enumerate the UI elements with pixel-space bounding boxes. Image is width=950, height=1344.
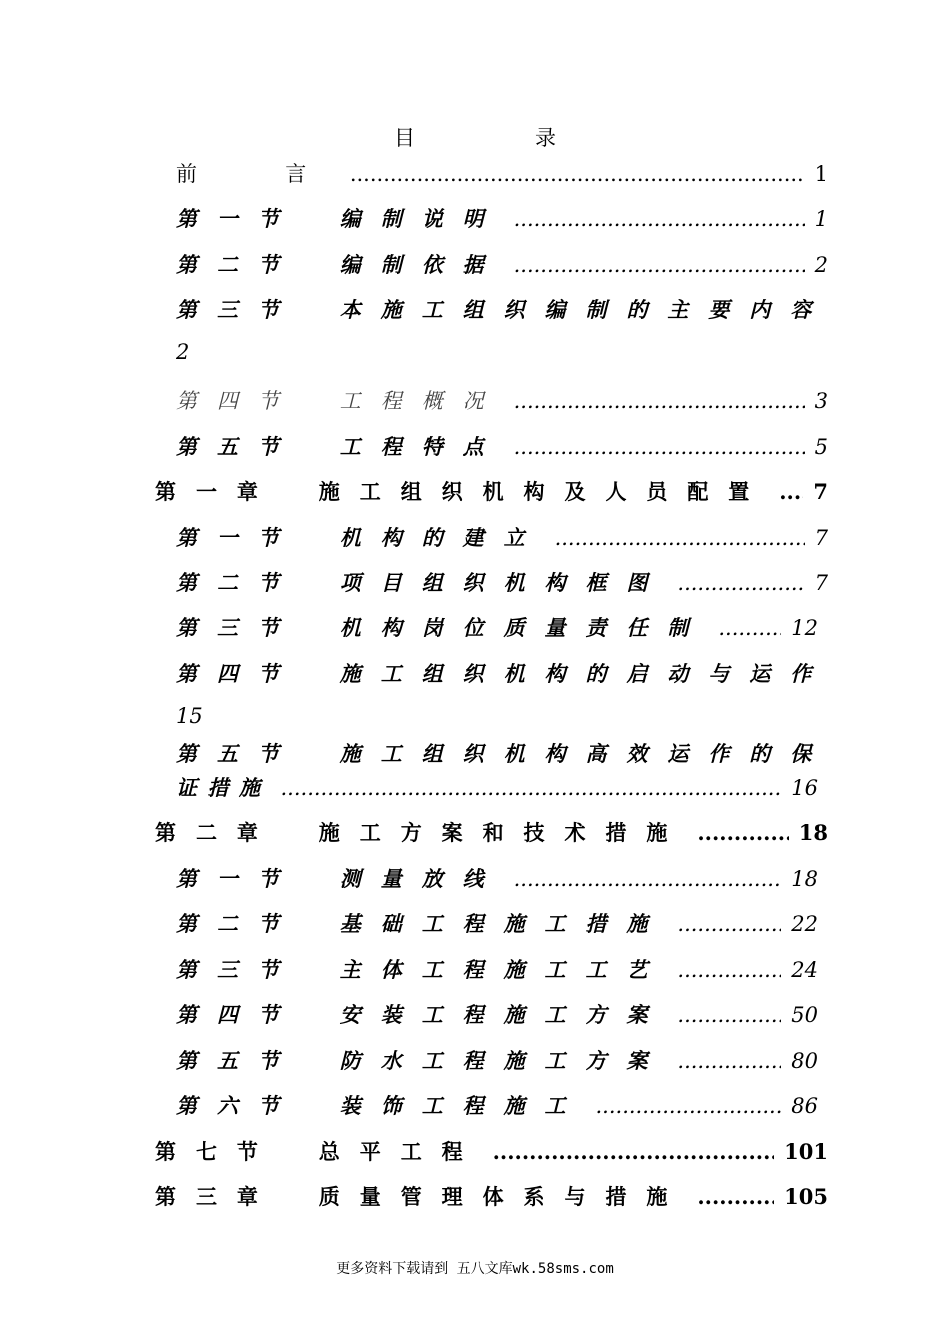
dot-leader [677,958,781,982]
toc-entry-label: 证措施 [176,775,271,800]
toc-entry-label: 第二节 基础工程施工措施 [176,911,668,936]
toc-entry-label: 第三章 质量管理体系与措施 [155,1184,688,1209]
toc-entry-section[interactable] [176,863,818,893]
toc-entry-chapter[interactable] [155,476,828,506]
toc-entry-page: 101 [784,1139,828,1164]
toc-entry-page: 3 [814,389,828,413]
toc-entry-page: 22 [791,912,818,936]
toc-entry-label: 第三节 主体工程施工工艺 [176,957,668,982]
dot-leader [677,912,781,936]
toc-entry-label: 第二节 编制依据 [176,252,504,277]
toc-entry-label: 前 言 [176,162,340,186]
toc-entry-page: 86 [791,1094,818,1118]
toc-entry-section-wrapped[interactable]: 第三节 本施工组织编制的主要内容 [176,297,832,322]
dot-leader [555,526,805,550]
toc-entry-page: 2 [814,253,828,277]
toc-entry-label: 第六节 装饰工程施工 [176,1093,586,1118]
toc-entry-section[interactable] [176,908,818,938]
toc-entry-label: 第七节 总平工程 [155,1139,483,1164]
toc-entry-page: 105 [784,1184,828,1209]
toc-entry-page: 24 [791,958,818,982]
toc-entry-section[interactable] [176,954,818,984]
toc-entry-page: 7 [814,571,828,595]
toc-entry-label: 第四节 工程概况 [176,389,504,413]
toc-entry-page: 2 [176,340,190,364]
toc-title-left: 目 [394,126,415,150]
toc-entry-page: 7 [814,526,828,550]
toc-entry-section[interactable] [155,1136,828,1166]
toc-entry-label: 第四节 安装工程施工方案 [176,1002,668,1027]
toc-entry-section[interactable] [176,203,828,233]
toc-entry-page: 50 [791,1003,818,1027]
toc-entry-section[interactable] [176,1090,818,1120]
toc-entry-section[interactable] [176,385,828,415]
dot-leader [514,389,805,413]
toc-entry-section-continuation[interactable] [176,772,818,802]
toc-entry-section[interactable] [176,612,818,642]
dot-leader [514,435,805,459]
toc-title-right: 录 [535,126,556,150]
toc-entry-page: 80 [791,1049,818,1073]
toc-entry-page: 16 [791,776,818,800]
dot-leader [514,207,805,231]
toc-entry-section[interactable] [176,999,818,1029]
toc-entry-section[interactable] [176,1045,818,1075]
dot-leader [718,616,781,640]
toc-entry-label: 第一节 机构的建立 [176,525,545,550]
toc-entry-label: 第三节 机构岗位质量责任制 [176,615,709,640]
dot-leader [596,1094,782,1118]
footer-text: 更多资料下载请到 五八文库wk.58sms.com [336,1261,614,1277]
toc-entry-page: 1 [814,207,828,231]
dot-leader [493,1139,775,1164]
toc-entry-page: 5 [814,435,828,459]
toc-entry-page: 15 [176,704,203,728]
toc-entry-page: 12 [791,616,818,640]
toc-entry-page: 7 [813,479,828,504]
dot-leader [697,820,788,845]
toc-entry-label: 第二章 施工方案和技术措施 [155,820,688,845]
dot-leader [677,1049,781,1073]
toc-entry-label: 第五节 防水工程施工方案 [176,1048,668,1073]
toc-entry-section[interactable] [176,567,828,597]
toc-entry-section-wrapped[interactable]: 第四节 施工组织机构的启动与运作 [176,661,832,686]
toc-entry-chapter[interactable] [155,1181,828,1211]
dot-leader [281,776,782,800]
dot-leader [350,162,805,186]
toc-entry-section[interactable] [176,431,828,461]
dot-leader [779,479,803,504]
toc-entry-label: 第五节 工程特点 [176,434,504,459]
dot-leader [514,253,805,277]
toc-entry-chapter[interactable] [155,817,828,847]
dot-leader [677,1003,781,1027]
toc-entry-preface[interactable] [176,158,828,188]
toc-entry-label: 第二节 项目组织机构框图 [176,570,668,595]
toc-entry-label: 第一章 施工组织机构及人员配置 [155,479,770,504]
dot-leader [514,867,782,891]
toc-entry-section[interactable] [176,249,828,279]
toc-entry-page: 18 [791,867,818,891]
toc-entry-section-wrapped[interactable]: 第五节 施工组织机构高效运作的保 [176,741,832,766]
toc-entry-section[interactable] [176,522,828,552]
toc-entry-page: 1 [814,162,828,186]
toc-entry-label: 第一节 测量放线 [176,866,504,891]
toc-entry-label: 第一节 编制说明 [176,206,504,231]
toc-entry-page: 18 [798,820,828,845]
toc-title [0,122,950,152]
dot-leader [677,571,804,595]
dot-leader [697,1184,774,1209]
